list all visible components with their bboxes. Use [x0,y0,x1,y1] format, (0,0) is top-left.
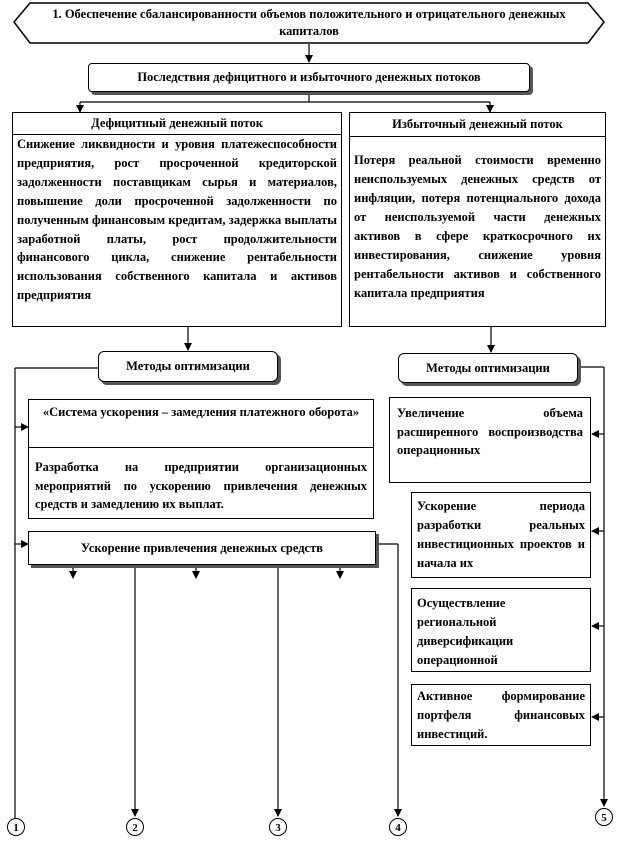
system-text: Разработка на предприятии организационных мероприятий по ускорению привлечения денежных средств и замедлению их выплат. [35,460,367,511]
system-title: «Система ускорения – замедления платежного оборота» [29,400,373,448]
right-method-3: Осуществление региональной диверсификации операционной [411,588,591,672]
deficit-box [12,112,342,327]
right-method-1: Увеличение объема расширенного воспроизводства операционных [389,397,591,483]
system-box [28,399,374,519]
circle-4: 4 [389,818,407,836]
circle-1: 1 [7,818,25,836]
circle-3: 3 [269,818,287,836]
acceleration-box: Ускорение привлечения денежных средств [28,531,376,565]
deficit-heading: Дефицитный денежный поток [13,113,341,135]
deficit-text: Снижение ликвидности и уровня платежеспособности предприятия, рост просроченной кредиторской задолженности поставщикам сырья и материалов, повышение доли просроченной задолженности по полученным финансовым кредитам, задержка выплаты заработной платы, рост продолжительности финансового цикла, снижение рентабельности использования собственного капитала и активов предприятия [17,137,337,303]
right-method-4: Активное формирование портфеля финансовых инвестиций. [411,684,591,746]
right-method-2: Ускорение периода разработки реальных инвестиционных проектов и начала их [411,492,591,578]
surplus-text: Потеря реальной стоимости временно неиспользуемых денежных средств от инфляции, потеря потенциального дохода от неиспользуемой части денежных активов в сфере краткосрочного их инвестирования, снижение уровня рентабельности активов и собственного капитала предприятия [354,153,601,300]
title: 1. Обеспечение сбалансированности объемов положительного и отрицательного денежных капиталов [35,6,583,42]
circle-2: 2 [126,818,144,836]
methods-left: Методы оптимизации [98,351,278,382]
methods-right: Методы оптимизации [398,353,578,383]
surplus-heading: Избыточный денежный поток [350,113,605,137]
surplus-box [349,112,606,327]
consequences-box: Последствия дефицитного и избыточного денежных потоков [88,63,530,92]
circle-5: 5 [595,808,613,826]
